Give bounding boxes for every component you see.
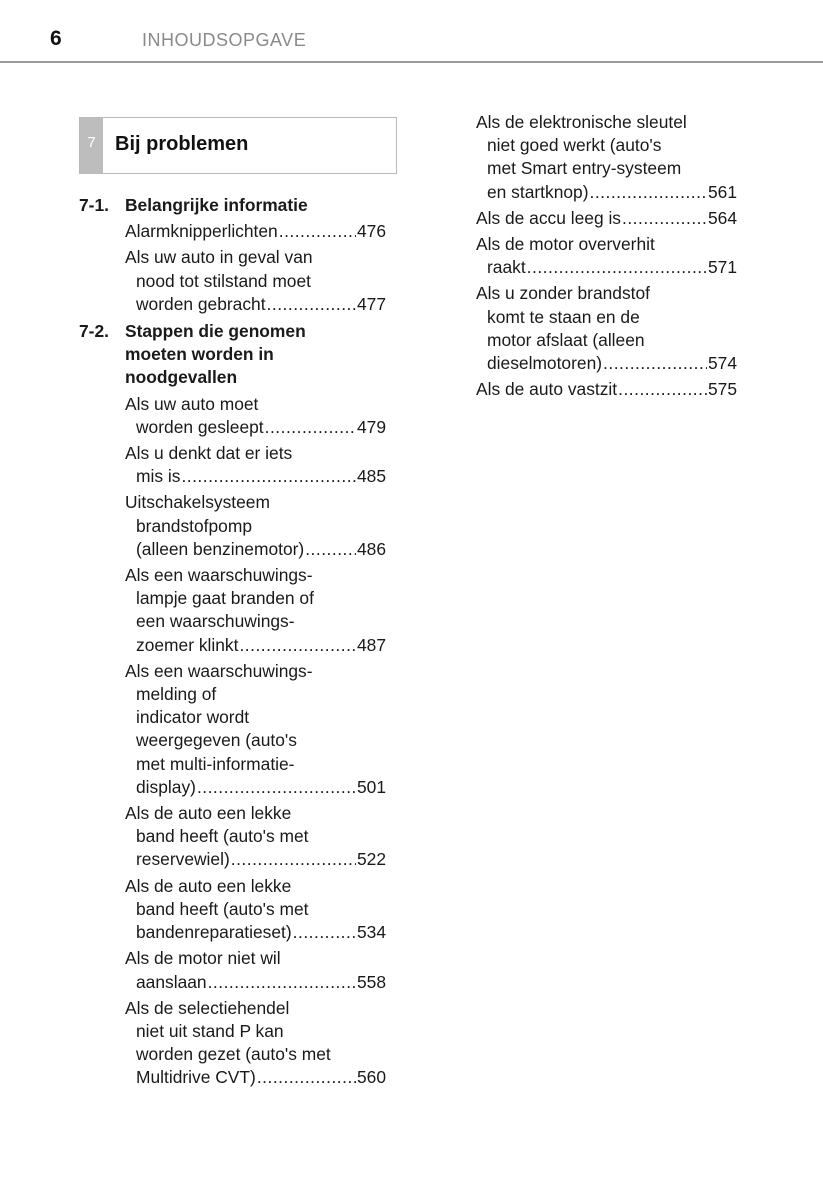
toc-entry-line: melding of	[136, 684, 217, 705]
chapter-number-tab: 7	[80, 118, 103, 173]
toc-entry-line: Als u denkt dat er iets	[125, 443, 293, 464]
toc-entry-text: Alarmknipperlichten	[125, 221, 278, 242]
toc-entry-line: niet uit stand P kan	[136, 1020, 284, 1041]
toc-entry-line: komt te staan en de	[487, 306, 640, 327]
toc-entry-line: band heeft (auto's met	[136, 826, 309, 847]
toc-entry[interactable]	[476, 111, 737, 204]
toc-entry-line: met Smart entry-systeem	[487, 158, 682, 179]
toc-page-number: 501	[356, 776, 386, 797]
toc-entry[interactable]	[476, 282, 737, 375]
dot-leader	[239, 634, 356, 657]
toc-left-column	[79, 194, 409, 1090]
toc-page-number: 477	[356, 293, 386, 314]
toc-entry-text: worden gebracht	[136, 293, 266, 314]
dot-leader	[618, 378, 707, 401]
toc-entry[interactable]	[125, 220, 386, 243]
section-number: 7-2.	[79, 321, 109, 342]
dot-leader	[267, 293, 356, 316]
section-title-line: Belangrijke informatie	[125, 195, 308, 215]
toc-page-number: 564	[707, 207, 737, 228]
section-title-line: noodgevallen	[125, 367, 238, 388]
dot-leader	[305, 538, 356, 561]
section-number: 7-1.	[79, 195, 109, 215]
dot-leader	[265, 416, 356, 439]
toc-entry-line: Als de motor oververhit	[476, 234, 655, 255]
toc-entry-line: band heeft (auto's met	[136, 898, 309, 919]
header-title: INHOUDSOPGAVE	[142, 30, 307, 50]
section-title-line: Stappen die genomen	[125, 321, 306, 342]
toc-entry-line: Als een waarschuwings-	[125, 660, 313, 681]
toc-entry-line	[125, 971, 386, 994]
toc-entry-text: (alleen benzinemotor)	[136, 538, 305, 559]
toc-entry[interactable]	[125, 442, 386, 488]
toc-page-number: 560	[356, 1067, 386, 1088]
toc-page-number: 558	[356, 971, 386, 992]
toc-page-number: 534	[356, 922, 386, 943]
toc-entry-line	[125, 538, 386, 561]
toc-entry-line: Uitschakelsysteem	[125, 492, 270, 513]
toc-entry-text: Multidrive CVT)	[136, 1067, 256, 1088]
toc-entry-line	[125, 293, 386, 316]
toc-entry-line	[125, 776, 386, 799]
toc-entry-line: Als u zonder brandstof	[476, 283, 651, 304]
toc-entry-text: mis is	[136, 466, 181, 487]
toc-entry-line: niet goed werkt (auto's	[487, 135, 662, 156]
toc-entry-line: brandstofpomp	[136, 515, 253, 536]
toc-entry-line: Als de auto een lekke	[125, 875, 292, 896]
toc-entry-line: Als uw auto in geval van	[125, 247, 313, 268]
toc-page-number: 487	[356, 634, 386, 655]
dot-leader	[622, 207, 707, 230]
section-title-line: moeten worden in	[125, 344, 274, 365]
toc-page-number: 561	[707, 181, 737, 202]
toc-entry-text: zoemer klinkt	[136, 634, 239, 655]
toc-entry-line: weergegeven (auto's	[136, 730, 297, 751]
toc-entry-line: Als de auto een lekke	[125, 803, 292, 824]
dot-leader	[293, 921, 356, 944]
toc-entry-line	[125, 416, 386, 439]
toc-entry-line	[125, 1066, 386, 1089]
toc-entry-text: reservewiel)	[136, 849, 230, 870]
toc-entry[interactable]	[476, 233, 737, 279]
section-title	[125, 194, 409, 217]
toc-entry[interactable]	[125, 564, 386, 657]
toc-entry-line: nood tot stilstand moet	[136, 270, 311, 291]
dot-leader	[590, 181, 707, 204]
toc-entry-line	[476, 352, 737, 375]
toc-entry[interactable]	[125, 393, 386, 439]
toc-page-number: 522	[356, 849, 386, 870]
toc-entry-line	[125, 220, 386, 243]
toc-entry[interactable]	[125, 246, 386, 316]
dot-leader	[181, 465, 356, 488]
dot-leader	[279, 220, 356, 243]
toc-entry-text: Als de auto vastzit	[476, 379, 618, 400]
toc-entry-line: Als de motor niet wil	[125, 948, 281, 969]
toc-entry-line: een waarschuwings-	[136, 611, 295, 632]
toc-entry-text: Als de accu leeg is	[476, 207, 622, 228]
toc-page-number: 575	[707, 379, 737, 400]
toc-entry-line	[125, 921, 386, 944]
toc-entry-text: raakt	[487, 257, 526, 278]
toc-entry-text: bandenreparatieset)	[136, 922, 292, 943]
toc-entry[interactable]	[125, 802, 386, 872]
toc-entry[interactable]	[476, 378, 737, 401]
toc-entry-line: indicator wordt	[136, 707, 250, 728]
section-title	[125, 320, 409, 390]
page-header	[0, 0, 823, 63]
chapter-title: Bij problemen	[115, 133, 249, 155]
toc-right-column	[476, 111, 738, 401]
toc-entry-line	[476, 181, 737, 204]
toc-entry-text: dieselmotoren)	[487, 353, 603, 374]
toc-entry-line: Als uw auto moet	[125, 393, 259, 414]
toc-page-number: 479	[356, 416, 386, 437]
toc-page-number: 486	[356, 538, 386, 559]
toc-page-number: 574	[707, 353, 737, 374]
dot-leader	[603, 352, 707, 375]
toc-entry-line: Als de elektronische sleutel	[476, 112, 687, 132]
toc-entry[interactable]	[125, 491, 386, 561]
chapter-box	[79, 117, 397, 174]
toc-entry-line	[125, 465, 386, 488]
toc-entry-line: Als de selectiehendel	[125, 997, 290, 1018]
toc-page-number: 485	[356, 466, 386, 487]
toc-entry-line	[476, 256, 737, 279]
toc-entry-line: worden gezet (auto's met	[136, 1044, 331, 1065]
toc-entry-line	[125, 848, 386, 871]
toc-entry[interactable]	[125, 997, 386, 1090]
toc-entry-line	[125, 634, 386, 657]
toc-entry-line: met multi-informatie-	[136, 753, 295, 774]
dot-leader	[257, 1066, 356, 1089]
toc-entry-line: Als een waarschuwings-	[125, 565, 313, 586]
dot-leader	[197, 776, 356, 799]
toc-entry[interactable]	[476, 207, 737, 230]
page-number: 6	[50, 27, 62, 50]
toc-entry-text: en startknop)	[487, 181, 589, 202]
toc-entry-text: display)	[136, 776, 196, 797]
dot-leader	[527, 256, 707, 279]
toc-entry-line: motor afslaat (alleen	[487, 329, 645, 350]
toc-section-heading[interactable]	[79, 194, 409, 217]
dot-leader	[231, 848, 356, 871]
toc-entry-text: worden gesleept	[136, 416, 264, 437]
toc-section-heading[interactable]	[79, 320, 409, 390]
toc-entry[interactable]	[125, 875, 386, 945]
toc-entry[interactable]	[125, 660, 386, 799]
toc-entry-line: lampje gaat branden of	[136, 588, 314, 609]
toc-entry[interactable]	[125, 947, 386, 993]
toc-entry-line	[476, 378, 737, 401]
toc-page-number: 571	[707, 257, 737, 278]
dot-leader	[208, 971, 356, 994]
toc-page-number: 476	[356, 221, 386, 242]
toc-entry-text: aanslaan	[136, 971, 207, 992]
toc-entry-line	[476, 207, 737, 230]
